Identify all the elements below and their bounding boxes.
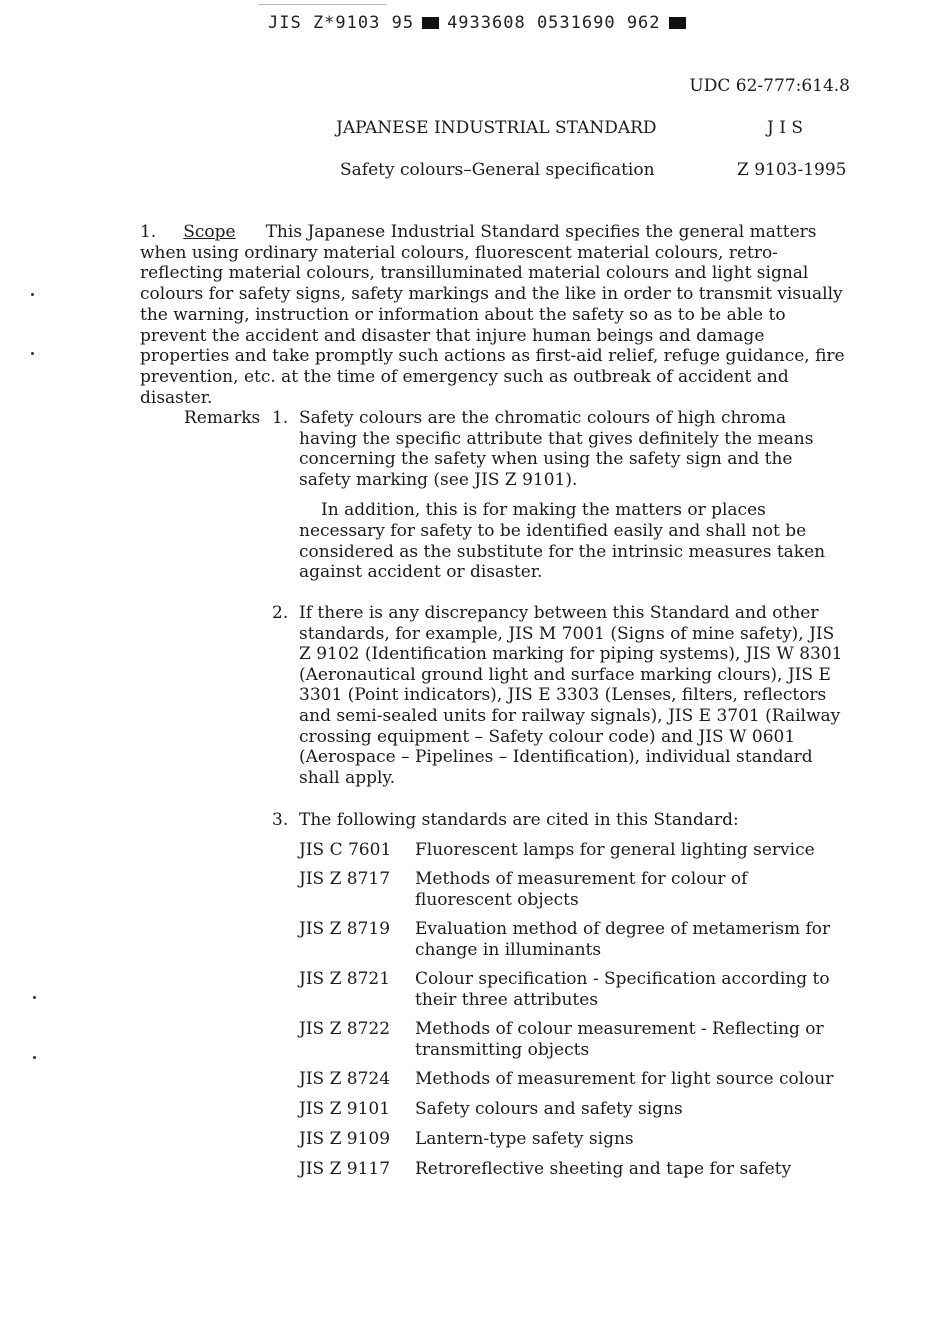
document-title: Safety colours–General specification	[340, 160, 655, 180]
standard-code: JIS Z 8721	[299, 969, 391, 989]
scan-speck	[33, 996, 36, 999]
scan-speck	[31, 352, 34, 355]
standard-code: JIS Z 8719	[299, 919, 391, 939]
standard-code: JIS Z 8722	[299, 1019, 391, 1039]
jis-mark: J I S	[767, 118, 803, 138]
scan-speck	[31, 293, 34, 296]
standard-code: JIS Z 9109	[299, 1129, 391, 1149]
remark-paragraph: In addition, this is for making the matters or places necessary for safety to be identified easily and shall not be considered as the substitute for the intrinsic measures taken against accident or disaster.	[299, 500, 826, 583]
remark-item	[299, 603, 844, 788]
standard-title: Methods of measurement for colour of fluorescent objects	[415, 869, 748, 910]
scope-text: This Japanese Industrial Standard specifies the general matters when using ordinary material colours, fluorescent material colours, retro-reflecting material colours, transilluminated material colours and light signal colours for safety signs, safety markings and the like in order to transmit visually the warning, instruction or information about the safety so as to be able to prevent the accident and disaster that injure human beings and damage properties and take promptly such actions as first-aid relief, refuge guidance, fire prevention, etc. at the time of emergency such as outbreak of accident and disaster.	[140, 222, 845, 408]
document-barcode-line	[268, 13, 686, 33]
standard-title: Lantern-type safety signs	[415, 1129, 634, 1149]
standard-title: Retroreflective sheeting and tape for safety	[415, 1159, 792, 1179]
scan-line	[258, 4, 386, 5]
standard-code: JIS Z 8724	[299, 1069, 391, 1089]
remark-item	[299, 408, 844, 583]
remark-item	[299, 810, 844, 831]
standard-title: Methods of measurement for light source colour	[415, 1069, 834, 1089]
standard-code: JIS Z 8717	[299, 869, 391, 889]
remarks-label: Remarks	[184, 408, 261, 428]
remark-number: 2.	[272, 603, 289, 623]
black-block-mark	[422, 17, 439, 29]
remark-paragraph: The following standards are cited in this Standard:	[299, 810, 739, 830]
scan-speck	[33, 1056, 36, 1059]
remark-number: 1.	[272, 408, 289, 428]
standard-code: JIS C 7601	[299, 840, 392, 860]
black-block-mark	[669, 17, 686, 29]
standard-title: Colour specification - Specification according to their three attributes	[415, 969, 830, 1010]
standard-title: Fluorescent lamps for general lighting service	[415, 840, 815, 860]
standard-title: Methods of colour measurement - Reflecting or transmitting objects	[415, 1019, 824, 1060]
scope-section	[140, 222, 855, 408]
remark-number: 3.	[272, 810, 289, 830]
remark-paragraph: If there is any discrepancy between this Standard and other standards, for example, JIS M 7001 (Signs of mine safety), JIS Z 9102 (Identification marking for piping systems), JIS W 8301 (Aeronautical ground light and surface marking clours), JIS E 3301 (Point indicators), JIS E 3303 (Lenses, filters, reflectors and semi-sealed units for railway signals), JIS E 3701 (Railway crossing equipment – Safety colour code) and JIS W 0601 (Aerospace – Pipelines – Identification), individual standard shall apply.	[299, 603, 843, 788]
section-heading: Scope	[183, 222, 236, 242]
standard-title: JAPANESE INDUSTRIAL STANDARD	[336, 118, 657, 138]
udc-code: UDC 62-777:614.8	[689, 76, 850, 96]
barcode-part-1: JIS Z*9103 95	[268, 13, 415, 33]
document-number: Z 9103-1995	[737, 160, 847, 180]
standard-code: JIS Z 9117	[299, 1159, 391, 1179]
section-number: 1.	[140, 222, 157, 242]
remark-paragraph: Safety colours are the chromatic colours of high chroma having the specific attribute that gives definitely the means concerning the safety when using the safety sign and the safety marking (see JIS Z 9101).	[299, 408, 814, 490]
standard-title: Safety colours and safety signs	[415, 1099, 683, 1119]
barcode-part-2: 4933608 0531690 962	[447, 13, 661, 33]
standard-title: Evaluation method of degree of metamerism for change in illuminants	[415, 919, 831, 960]
standard-code: JIS Z 9101	[299, 1099, 391, 1119]
